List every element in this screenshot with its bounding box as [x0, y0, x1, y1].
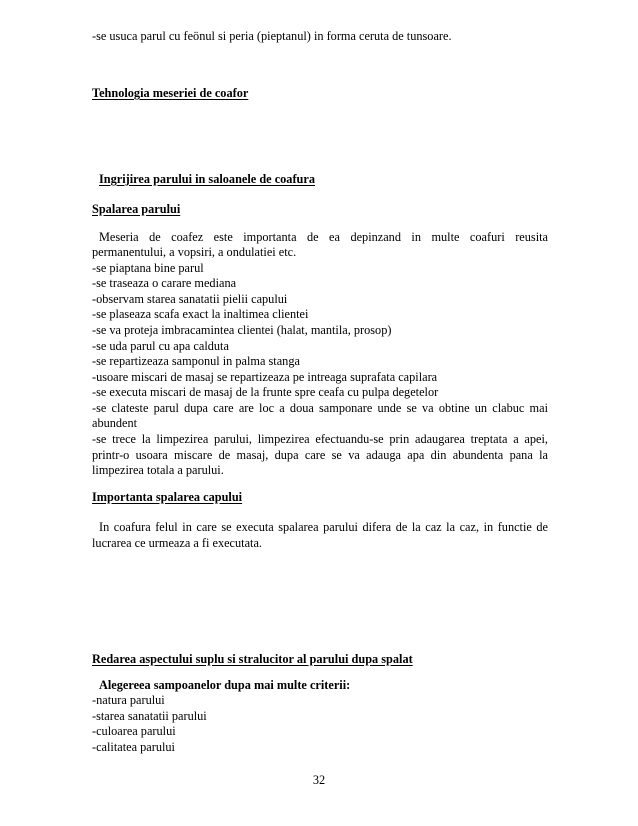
list-item-step: printr-o usoara miscare de masaj, dupa care se va adauga apa din abundenta pana la [92, 448, 548, 462]
list-item-criterion: -starea sanatatii parului [92, 709, 207, 723]
paragraph-line: In coafura felul in care se executa spalarea parului difera de la caz la caz, in functie de [99, 520, 548, 534]
list-item-step: -se piaptana bine parul [92, 261, 204, 275]
list-item-criterion: -calitatea parului [92, 740, 175, 754]
list-item-step: -se trece la limpezirea parului, limpezirea efectuandu-se prin adaugarea treptata a apei, [92, 432, 548, 446]
heading-ingrijirea: Ingrijirea parului in saloanele de coafura [99, 172, 315, 186]
heading-importanta: Importanta spalarea capului [92, 490, 243, 504]
paragraph-line: permanentului, a vopsiri, a ondulatiei etc. [92, 245, 297, 259]
paragraph-line: lucrarea ce urmeaza a fi executata. [92, 536, 262, 550]
heading-redarea: Redarea aspectului suplu si stralucitor al parului dupa spalat [92, 652, 413, 666]
list-item-criterion: -natura parului [92, 693, 165, 707]
heading-spalarea: Spalarea parului [92, 202, 181, 216]
list-item-step: -observam starea sanatatii pielii capului [92, 292, 288, 306]
list-item-step: -se repartizeaza samponul in palma stanga [92, 354, 300, 368]
list-item-step: -se va proteja imbracamintea clientei (halat, mantila, prosop) [92, 323, 392, 337]
text-line-drying: -se usuca parul cu feönul si peria (pieptanul) in forma ceruta de tunsoare. [92, 29, 452, 43]
list-item-criterion: -culoarea parului [92, 724, 176, 738]
heading-tehnologia: Tehnologia meseriei de coafor [92, 86, 249, 100]
list-item-step: abundent [92, 416, 138, 430]
list-item-step: limpezirea totala a parului. [92, 463, 224, 477]
list-item-step: -se plaseaza scafa exact la inaltimea clientei [92, 307, 309, 321]
list-item-step: -se traseaza o carare mediana [92, 276, 237, 290]
list-item-step: -se executa miscari de masaj de la frunte spre ceafa cu pulpa degetelor [92, 385, 439, 399]
list-item-step: -se clateste parul dupa care are loc a doua samponare unde se va obtine un clabuc mai [92, 401, 548, 415]
subheading-alegerea: Alegereea sampoanelor dupa mai multe criterii: [99, 678, 351, 692]
list-item-step: -se uda parul cu apa calduta [92, 339, 229, 353]
paragraph-line: Meseria de coafez este importanta de ea depinzand in multe coafuri reusita [99, 230, 548, 244]
page-number: 32 [312, 773, 326, 787]
list-item-step: -usoare miscari de masaj se repartizeaza pe intreaga suprafata capilara [92, 370, 438, 384]
